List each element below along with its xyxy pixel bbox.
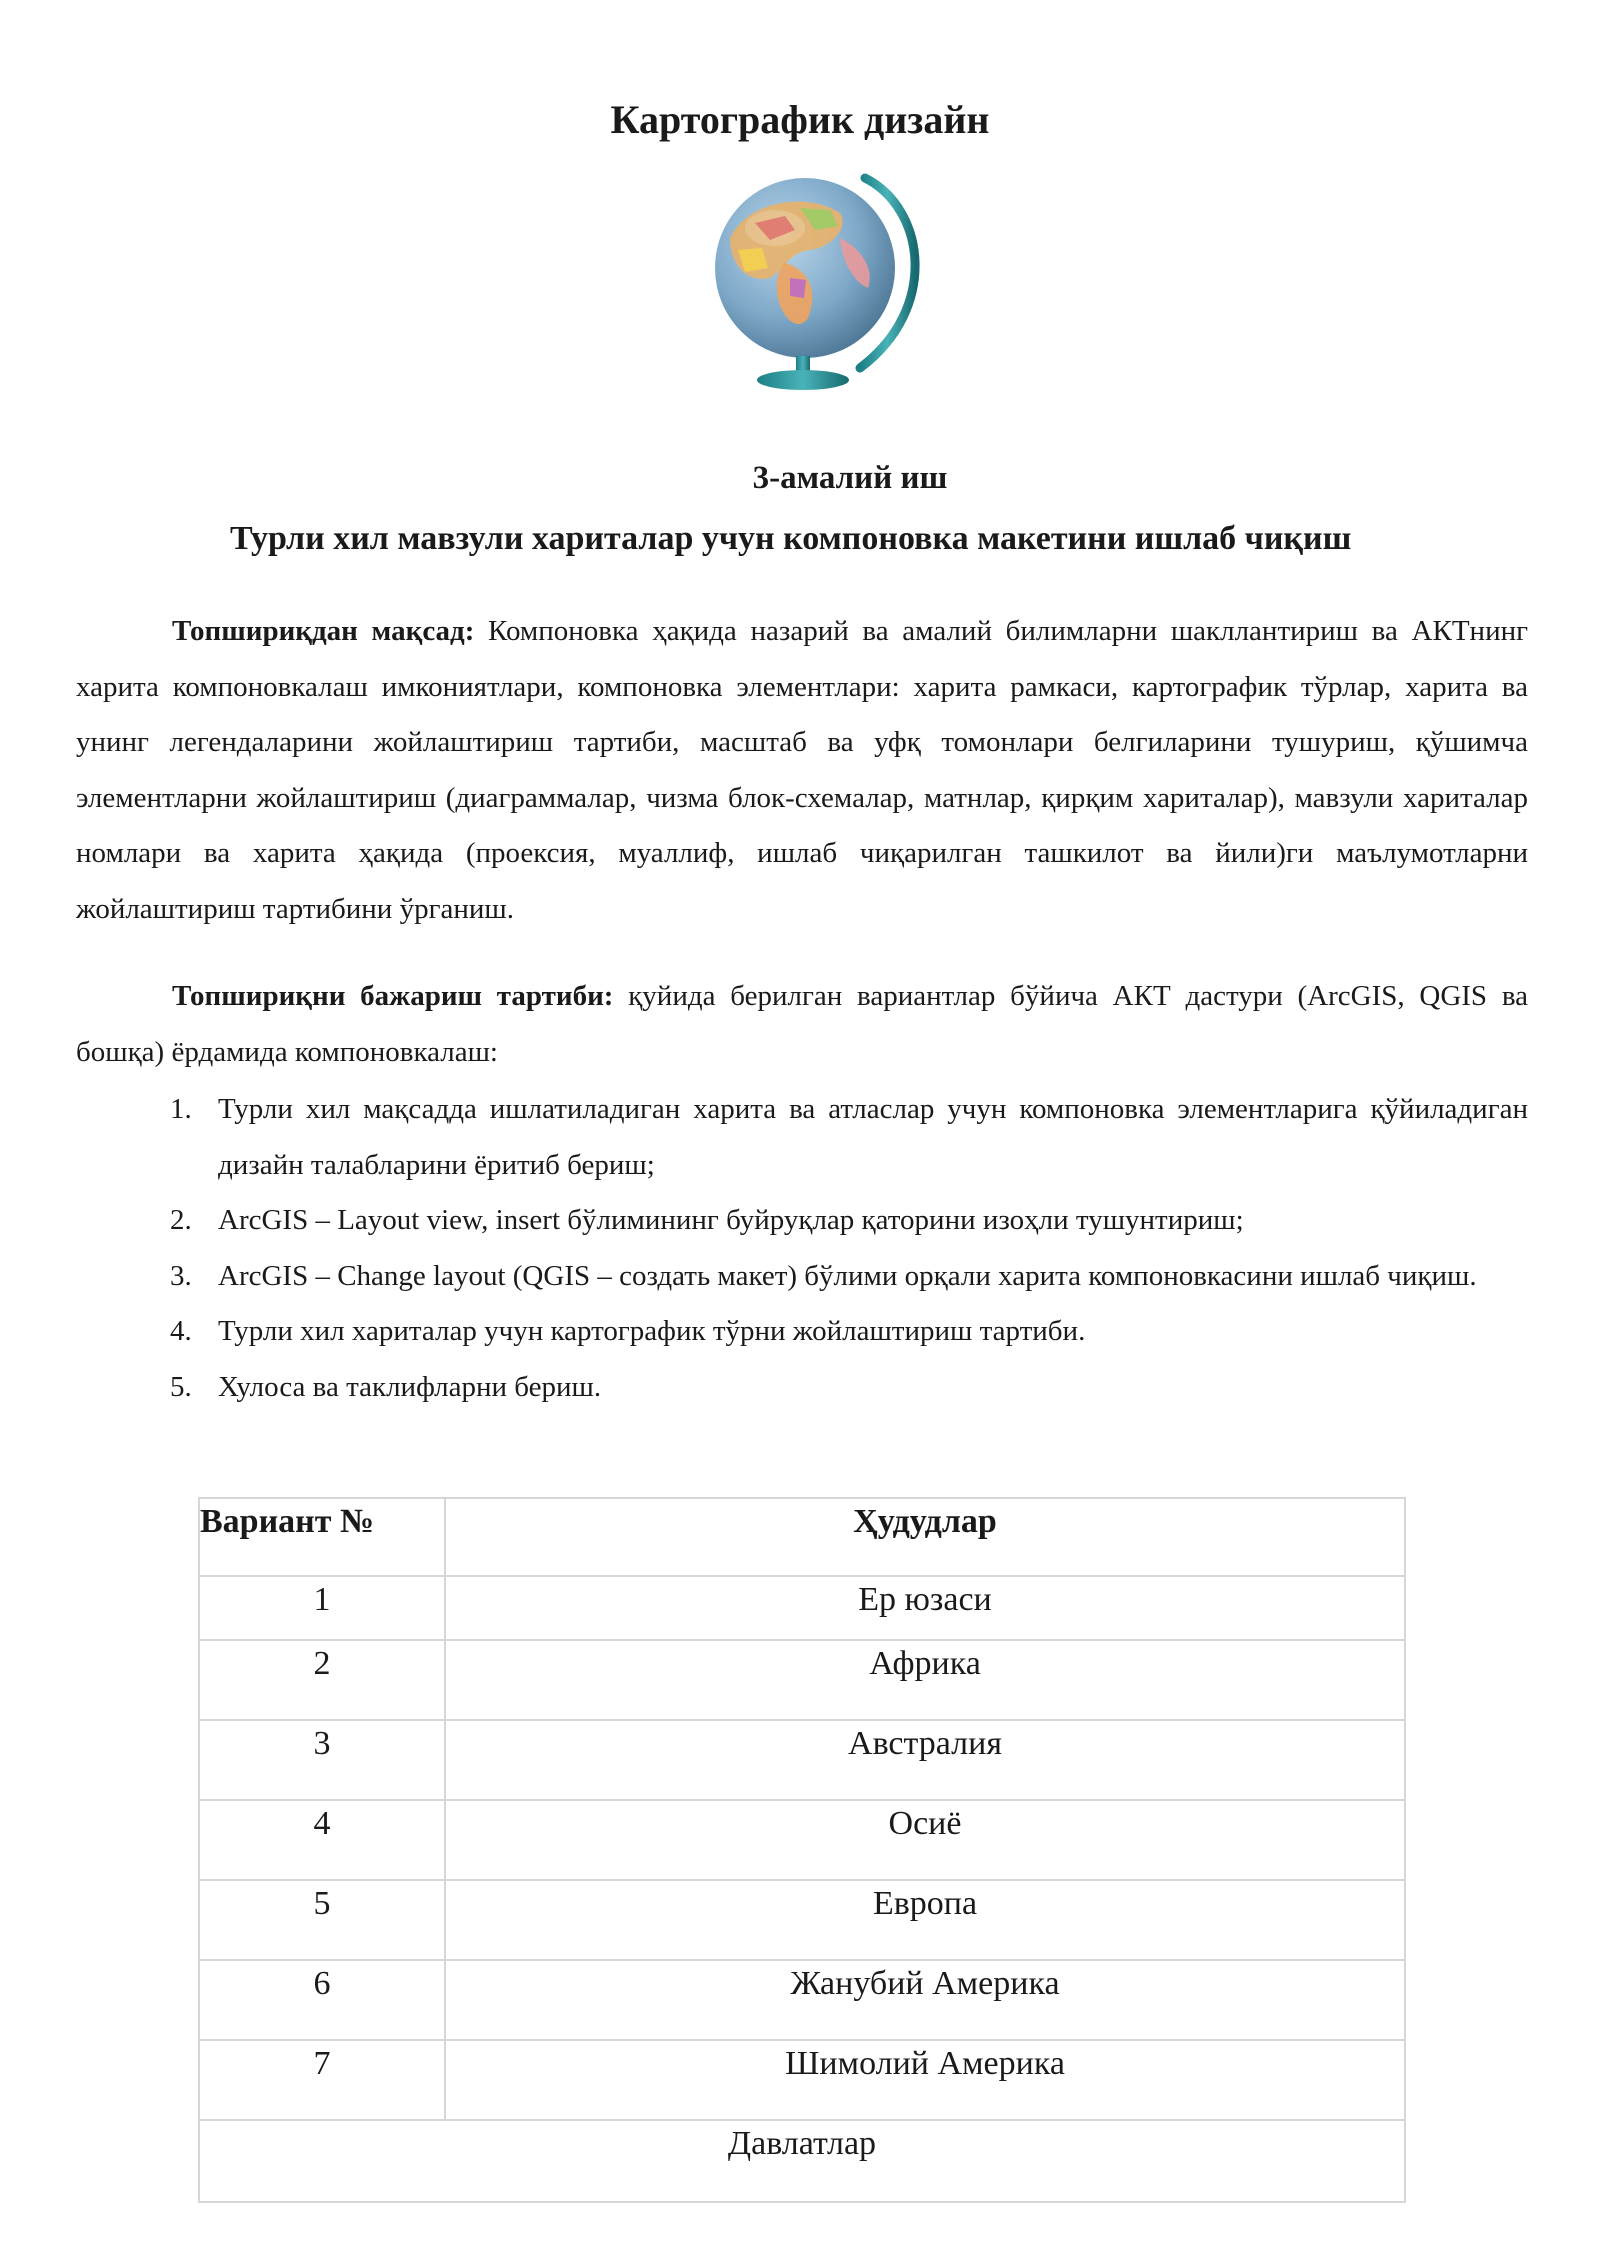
table-row (199, 2040, 1405, 2120)
region-cell: Африка (445, 1640, 1405, 1720)
table-footer-row (199, 2120, 1405, 2202)
region-cell: Европа (445, 1880, 1405, 1960)
variant-cell: 1 (199, 1576, 445, 1640)
table-row (199, 1800, 1405, 1880)
goal-text: Компоновка ҳақида назарий ва амалий билимларни шакллантириш ва АКТнинг харита компоновкалаш имкониятлари, компоновка элементлари: харита рамкаси, картографик тўрлар, харита ва унинг легендаларини жойлаштириш тартиби, масштаб ва уфқ томонлари белгиларини тушуриш, қўшимча элементларни жойлаштириш (диаграммалар, чизма блок-схемалар, матнлар, қирқим хариталар), мавзули хариталар номлари ва харита ҳақида (проексия, муаллиф, ишлаб чиқарилган ташкилот ва йили)ги маълумотларни жойлаштириш тартибини ўрганиш. (76, 615, 1528, 925)
region-cell: Шимолий Америка (445, 2040, 1405, 2120)
list-item (76, 1193, 1528, 1249)
procedure-text: қуйида берилган вариантлар бўйича АКТ дастури (ArcGIS, QGIS ва бошқа) ёрдамида компоновкалаш: (76, 980, 1529, 1068)
header-regions: Ҳудудлар (445, 1498, 1405, 1576)
list-item-text: ArcGIS – Layout view, insert бўлимининг буйруқлар қаторини изоҳли тушунтириш; (218, 1204, 1244, 1236)
variant-cell: 6 (199, 1960, 445, 2040)
region-cell: Австралия (445, 1720, 1405, 1800)
table-row (199, 1720, 1405, 1800)
variant-cell: 4 (199, 1800, 445, 1880)
document-title: Картографик дизайн (610, 97, 990, 142)
states-cell: Давлатлар (199, 2120, 1405, 2202)
list-item-text: Турли хил хариталар учун картографик тўрни жойлаштириш тартиби. (218, 1315, 1086, 1347)
variants-table (198, 1497, 1406, 2203)
task-list (76, 1082, 1528, 1415)
list-item-number: 5. (170, 1370, 192, 1403)
procedure-label: Топшириқни бажариш тартиби: (172, 980, 614, 1012)
globe-icon (690, 168, 940, 398)
table-header-row (199, 1498, 1405, 1576)
list-item (76, 1304, 1528, 1360)
list-item-text: Турли хил мақсадда ишлатиладиган харита ва атласлар учун компоновка элементларига қўйиладиган дизайн талабларини ёритиб бериш; (218, 1093, 1528, 1181)
procedure-paragraph (76, 969, 1528, 1080)
region-cell: Жанубий Америка (445, 1960, 1405, 2040)
table-row (199, 1880, 1405, 1960)
list-item (76, 1360, 1528, 1416)
list-item-number: 1. (170, 1093, 192, 1125)
variant-cell: 5 (199, 1880, 445, 1960)
variant-cell: 2 (199, 1640, 445, 1720)
list-item-text: ArcGIS – Change layout (QGIS – создать макет) бўлими орқали харита компоновкасини ишлаб чиқиш. (218, 1259, 1477, 1292)
list-item-number: 2. (170, 1204, 192, 1236)
table-row (199, 1640, 1405, 1720)
work-title: Турли хил мавзули хариталар учун компоновка макетини ишлаб чиқиш (230, 520, 1352, 557)
list-item-number: 4. (170, 1315, 192, 1347)
variant-cell: 7 (199, 2040, 445, 2120)
header-variant: Вариант № (199, 1498, 445, 1576)
list-item (76, 1082, 1528, 1193)
list-item (76, 1249, 1528, 1305)
region-cell: Ер юзаси (445, 1576, 1405, 1640)
region-cell: Осиё (445, 1800, 1405, 1880)
work-number: 3-амалий иш (752, 460, 948, 496)
list-item-text: Хулоса ва таклифларни бериш. (218, 1370, 602, 1403)
list-item-number: 3. (170, 1259, 192, 1292)
goal-label: Топшириқдан мақсад: (172, 615, 475, 647)
table-row (199, 1576, 1405, 1640)
goal-paragraph (76, 604, 1528, 937)
table-row (199, 1960, 1405, 2040)
variant-cell: 3 (199, 1720, 445, 1800)
